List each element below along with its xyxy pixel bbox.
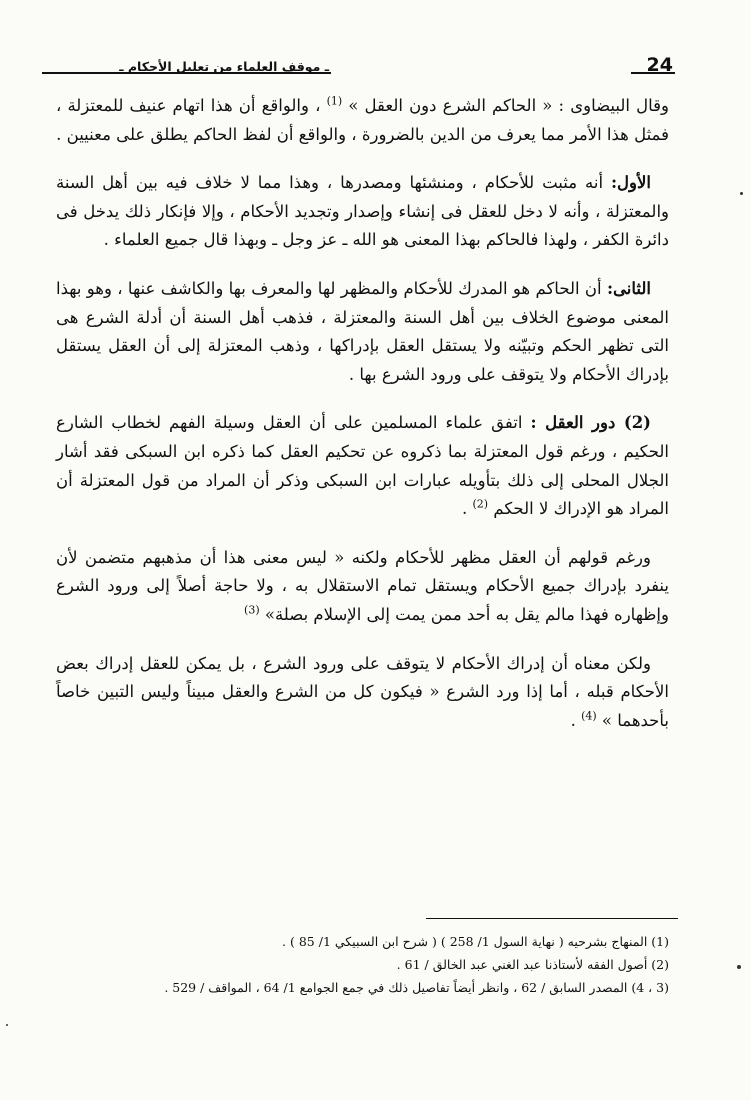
paragraph-conclusion: ولكن معناه أن إدراك الأحكام لا يتوقف على ورود الشرع ، بل يمكن للعقل إدراك بعض الأحكام قبله ، أما إذا ورد الشرع « فيكون كل من الشرع والعقل مبيناً وليس التبين خاصاً بأحدهما » $^{(4)}$ . xyxy=(56,653,669,730)
section-heading: (2) دور العقل : xyxy=(530,413,651,433)
paragraph-intro: وقال البيضاوى : « الحاكم الشرع دون العقل » $^{(1)}$ ، والواقع أن هذا اتهام عنيف للمعتزلة ، فمثل هذا الأمر مما يعرف من الدين بالضرورة ، والواقع أن لفظ الحاكم يطلق على معنيين . xyxy=(56,94,669,144)
paragraph-quote: ورغم قولهم أن العقل مظهر للأحكام ولكنه « ليس معنى هذا أن مذهبهم متضمن لأن ينفرد بإدراك جميع الأحكام ويستقل تمام الاستقلال به ، ولا حاجة أصلاً إلى ورود الشرع وإظهاره فهذا مالم يقل به أحد ممن يمت إلى الإسلام بصلة» $^{(3)}$ xyxy=(56,547,669,624)
paragraph-first-meaning: الأول: أنه مثبت للأحكام ، ومنشئها ومصدرها ، وهذا مما لا خلاف فيه بين أهل السنة والمعتزلة ، وأنه لا دخل للعقل فى إنشاء وإصدار وتجديد الأحكام ، وإلا فإنكار ذلك يدخل فى دائرة الكفر ، ولهذا فالحاكم بهذا المعنى هو الله ـ عز وجل ـ وبهذا قال جميع العلماء . xyxy=(56,173,669,250)
paragraph-lead: الأول: xyxy=(610,173,651,193)
footnote-ref: (4) xyxy=(581,709,597,723)
main-text xyxy=(56,92,669,755)
footnote-3-4: (3 ، 4) المصدر السابق / 62 ، وانظر أيضاً تفاصيل ذلك في جمع الجوامع 1/ 64 ، المواقف / 529 . xyxy=(164,980,669,995)
footnote-ref: (1) xyxy=(326,94,343,108)
scan-speck xyxy=(6,1024,8,1026)
footnote-separator xyxy=(426,918,678,919)
footnote-2: (2) أصول الفقه لأستاذنا عبد الغني عبد الخالق / 61 . xyxy=(396,957,669,972)
scan-speck xyxy=(740,192,743,195)
footnote-ref: (2) xyxy=(472,497,489,511)
footnote-ref: (3) xyxy=(244,603,260,617)
running-title: ـ موقف العلماء من تعليل الأحكام ـ xyxy=(119,59,329,74)
scan-speck xyxy=(737,965,741,969)
footnote-1: (1) المنهاج بشرحيه ( نهاية السول 1/ 258 ) ( شرح ابن السبيكي 1/ 85 ) . xyxy=(282,934,669,949)
page-header xyxy=(42,54,689,84)
page-number: 24 xyxy=(646,54,673,76)
paragraph-second-meaning: الثانى: أن الحاكم هو المدرك للأحكام والمظهر لها والمعرف بها والكاشف عنها ، وهو بهذا المعنى موضوع الخلاف بين أهل السنة والمعتزلة ، فذهب أهل السنة أن أدلة الشرع هى التى تظهر الحكم وتبيّنه ولا يستقل العقل بإدراكها ، وذهب المعتزلة إلى أن العقل يستقل بإدراك الأحكام ولا يتوقف على ورود الشرع بها . xyxy=(56,278,669,384)
paragraph-lead: الثانى: xyxy=(606,278,651,298)
footnotes xyxy=(80,930,669,999)
paragraph-role-of-reason: (2) دور العقل : اتفق علماء المسلمين على أن العقل وسيلة الفهم لخطاب الشارع الحكيم ، ورغم قول المعتزلة بما ذكروه عن تحكيم العقل كما ذكره ابن السبكى فقد أشار الجلال المحلى إلى ذلك بتأويله عبارات ابن السبكى وذكر أن المراد من قول المعتزلة أن المراد هو الإدراك لا الحكم $^{(2)}$ . xyxy=(56,413,669,519)
